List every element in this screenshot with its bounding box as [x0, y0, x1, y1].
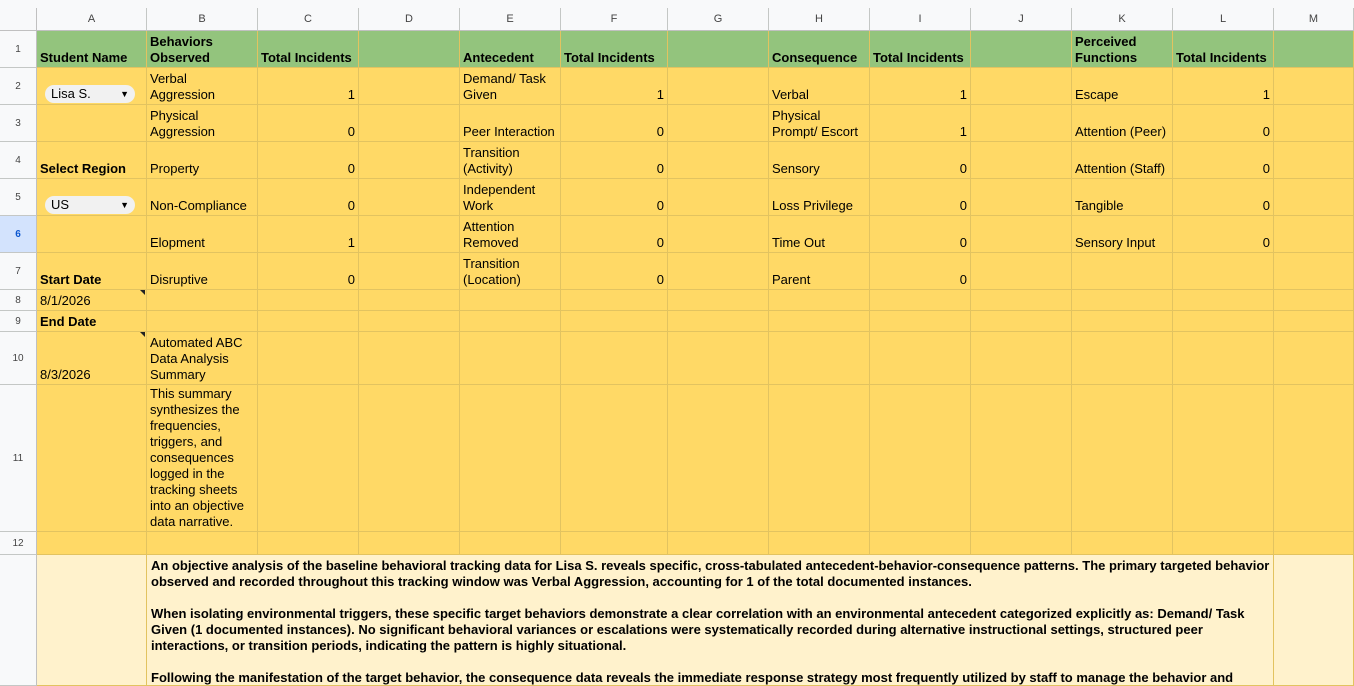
column-header-l[interactable]: L: [1173, 8, 1274, 31]
region-label[interactable]: Select Region: [37, 142, 147, 179]
consequences-label-5[interactable]: Time Out: [769, 216, 870, 253]
cell-i8[interactable]: [870, 290, 971, 311]
summary-intro[interactable]: This summary synthesizes the frequencies, triggers, and consequences logged in the tracking sheets into an objective data narrative.: [147, 385, 258, 532]
cell-e9[interactable]: [460, 311, 561, 332]
cell-j9[interactable]: [971, 311, 1072, 332]
cell-l7[interactable]: [1173, 253, 1274, 290]
cell-g11[interactable]: [668, 385, 769, 532]
column-header-b[interactable]: B: [147, 8, 258, 31]
functions-total-header[interactable]: Total Incidents: [1173, 31, 1274, 68]
cell-g10[interactable]: [668, 332, 769, 385]
cell-g9[interactable]: [668, 311, 769, 332]
cell-d5[interactable]: [359, 179, 460, 216]
functions-label-2[interactable]: Attention (Peer): [1072, 105, 1173, 142]
functions-count-1[interactable]: 1: [1173, 68, 1274, 105]
region-select-dropdown[interactable]: [45, 196, 135, 214]
row-header-6[interactable]: 6: [0, 216, 37, 253]
cell-h10[interactable]: [769, 332, 870, 385]
student-name-header[interactable]: Student Name: [37, 31, 147, 68]
cell-i11[interactable]: [870, 385, 971, 532]
cell-e8[interactable]: [460, 290, 561, 311]
cell-m4[interactable]: [1274, 142, 1354, 179]
cell-c8[interactable]: [258, 290, 359, 311]
cell-d3[interactable]: [359, 105, 460, 142]
cell-c9[interactable]: [258, 311, 359, 332]
cell-a11[interactable]: [37, 385, 147, 532]
row-header-12[interactable]: 12: [0, 532, 37, 555]
consequences-count-4[interactable]: 0: [870, 179, 971, 216]
cell-e12[interactable]: [460, 532, 561, 555]
consequences-count-2[interactable]: 1: [870, 105, 971, 142]
antecedents-count-5[interactable]: 0: [561, 216, 668, 253]
cell-l11[interactable]: [1173, 385, 1274, 532]
row-header-3[interactable]: 3: [0, 105, 37, 142]
cell-m1[interactable]: [1274, 31, 1354, 68]
cell-j6[interactable]: [971, 216, 1072, 253]
cell-h9[interactable]: [769, 311, 870, 332]
cell-m11[interactable]: [1274, 385, 1354, 532]
cell-g6[interactable]: [668, 216, 769, 253]
antecedents-label-1[interactable]: Demand/ Task Given: [460, 68, 561, 105]
cell-m10[interactable]: [1274, 332, 1354, 385]
behaviors-count-4[interactable]: 0: [258, 179, 359, 216]
row-header-1[interactable]: 1: [0, 31, 37, 68]
cell-m9[interactable]: [1274, 311, 1354, 332]
cell-g5[interactable]: [668, 179, 769, 216]
summary-narrative: [147, 555, 1275, 686]
cell-m3[interactable]: [1274, 105, 1354, 142]
cell-j10[interactable]: [971, 332, 1072, 385]
toolbar-edge: [0, 0, 1354, 8]
consequence-total-header[interactable]: Total Incidents: [870, 31, 971, 68]
antecedents-label-2[interactable]: Peer Interaction: [460, 105, 561, 142]
student-select-dropdown[interactable]: [45, 85, 135, 103]
row-header-9[interactable]: 9: [0, 311, 37, 332]
cell-f8[interactable]: [561, 290, 668, 311]
note-indicator-icon[interactable]: [140, 332, 145, 337]
antecedent-total-header[interactable]: Total Incidents: [561, 31, 668, 68]
cell-i12[interactable]: [870, 532, 971, 555]
cell-l9[interactable]: [1173, 311, 1274, 332]
cell-k10[interactable]: [1072, 332, 1173, 385]
cell-f10[interactable]: [561, 332, 668, 385]
cell-j4[interactable]: [971, 142, 1072, 179]
antecedents-count-6[interactable]: 0: [561, 253, 668, 290]
cell-d4[interactable]: [359, 142, 460, 179]
cell-g7[interactable]: [668, 253, 769, 290]
cell-d6[interactable]: [359, 216, 460, 253]
row-header-4[interactable]: 4: [0, 142, 37, 179]
cell-h12[interactable]: [769, 532, 870, 555]
cell-a13[interactable]: [37, 555, 147, 686]
behaviors-count-5[interactable]: 1: [258, 216, 359, 253]
cell-g4[interactable]: [668, 142, 769, 179]
chevron-down-icon: ▼: [120, 89, 129, 99]
cell-h8[interactable]: [769, 290, 870, 311]
cell-j3[interactable]: [971, 105, 1072, 142]
cell-i10[interactable]: [870, 332, 971, 385]
row-header-13[interactable]: [0, 555, 37, 686]
start-date-label[interactable]: Start Date: [37, 253, 147, 290]
region-select-value: US: [51, 197, 70, 212]
functions-count-4[interactable]: 0: [1173, 179, 1274, 216]
consequences-label-2[interactable]: Physical Prompt/ Escort: [769, 105, 870, 142]
consequences-count-6[interactable]: 0: [870, 253, 971, 290]
cell-j5[interactable]: [971, 179, 1072, 216]
column-header-i[interactable]: I: [870, 8, 971, 31]
cell-b12[interactable]: [147, 532, 258, 555]
row-header-11[interactable]: 11: [0, 385, 37, 532]
column-header-m[interactable]: M: [1274, 8, 1354, 31]
cell-d2[interactable]: [359, 68, 460, 105]
cell-l12[interactable]: [1173, 532, 1274, 555]
cell-m6[interactable]: [1274, 216, 1354, 253]
cell-l10[interactable]: [1173, 332, 1274, 385]
cell-c10[interactable]: [258, 332, 359, 385]
behaviors-label-1[interactable]: Verbal Aggression: [147, 68, 258, 105]
cell-k8[interactable]: [1072, 290, 1173, 311]
row-header-10[interactable]: 10: [0, 332, 37, 385]
column-header-f[interactable]: F: [561, 8, 668, 31]
antecedents-count-1[interactable]: 1: [561, 68, 668, 105]
student-select-value: Lisa S.: [51, 86, 91, 101]
cell-g3[interactable]: [668, 105, 769, 142]
behaviors-label-4[interactable]: Non-Compliance: [147, 179, 258, 216]
cell-k12[interactable]: [1072, 532, 1173, 555]
cell-f12[interactable]: [561, 532, 668, 555]
summary-title[interactable]: Automated ABC Data Analysis Summary: [147, 332, 258, 385]
column-header-e[interactable]: E: [460, 8, 561, 31]
antecedents-count-2[interactable]: 0: [561, 105, 668, 142]
functions-count-2[interactable]: 0: [1173, 105, 1274, 142]
cell-g12[interactable]: [668, 532, 769, 555]
cell-a3[interactable]: [37, 105, 147, 142]
cell-b9[interactable]: [147, 311, 258, 332]
behaviors-count-1[interactable]: 1: [258, 68, 359, 105]
cell-m7[interactable]: [1274, 253, 1354, 290]
cell-l8[interactable]: [1173, 290, 1274, 311]
summary-paragraph: Following the manifestation of the target behavior, the consequence data reveals the immediate response strategy most frequently utilized by staff to manage the behavior and: [151, 670, 1234, 685]
cell-c11[interactable]: [258, 385, 359, 532]
consequences-count-3[interactable]: 0: [870, 142, 971, 179]
behaviors-count-2[interactable]: 0: [258, 105, 359, 142]
column-header-d[interactable]: D: [359, 8, 460, 31]
cell-k11[interactable]: [1072, 385, 1173, 532]
cell-g8[interactable]: [668, 290, 769, 311]
cell-b8[interactable]: [147, 290, 258, 311]
antecedents-count-3[interactable]: 0: [561, 142, 668, 179]
cell-d1[interactable]: [359, 31, 460, 68]
behaviors-label-2[interactable]: Physical Aggression: [147, 105, 258, 142]
column-header-a[interactable]: A: [37, 8, 147, 31]
cell-m2[interactable]: [1274, 68, 1354, 105]
functions-label-1[interactable]: Escape: [1072, 68, 1173, 105]
cell-m13[interactable]: [1274, 555, 1354, 686]
antecedents-label-5[interactable]: Attention Removed: [460, 216, 561, 253]
functions-label-5[interactable]: Sensory Input: [1072, 216, 1173, 253]
cell-m12[interactable]: [1274, 532, 1354, 555]
cell-d7[interactable]: [359, 253, 460, 290]
functions-label-3[interactable]: Attention (Staff): [1072, 142, 1173, 179]
consequences-label-4[interactable]: Loss Privilege: [769, 179, 870, 216]
column-header-j[interactable]: J: [971, 8, 1072, 31]
cell-i9[interactable]: [870, 311, 971, 332]
antecedents-label-3[interactable]: Transition (Activity): [460, 142, 561, 179]
row-header-2[interactable]: 2: [0, 68, 37, 105]
summary-paragraph: An objective analysis of the baseline behavioral tracking data for Lisa S. reveals specific, cross-tabulated antecedent-behavior-consequence patterns. The primary targeted behavior observed and recorded throughout this tracking window was Verbal Aggression, accounting for 1 of the total documented instances.: [151, 558, 1270, 589]
column-header-k[interactable]: K: [1072, 8, 1173, 31]
chevron-down-icon: ▼: [120, 200, 129, 210]
consequence-header[interactable]: Consequence: [769, 31, 870, 68]
cell-e11[interactable]: [460, 385, 561, 532]
antecedents-label-6[interactable]: Transition (Location): [460, 253, 561, 290]
note-indicator-icon[interactable]: [140, 290, 145, 295]
cell-d10[interactable]: [359, 332, 460, 385]
cell-d11[interactable]: [359, 385, 460, 532]
cell-j1[interactable]: [971, 31, 1072, 68]
functions-header[interactable]: Perceived Functions: [1072, 31, 1173, 68]
antecedents-label-4[interactable]: Independent Work: [460, 179, 561, 216]
cell-j8[interactable]: [971, 290, 1072, 311]
cell-g2[interactable]: [668, 68, 769, 105]
functions-count-3[interactable]: 0: [1173, 142, 1274, 179]
functions-count-5[interactable]: 0: [1173, 216, 1274, 253]
row-header-5[interactable]: 5: [0, 179, 37, 216]
cell-g1[interactable]: [668, 31, 769, 68]
region-select-cell[interactable]: [37, 179, 147, 216]
cell-d9[interactable]: [359, 311, 460, 332]
end-date-label[interactable]: End Date: [37, 311, 147, 332]
antecedents-count-4[interactable]: 0: [561, 179, 668, 216]
cell-h11[interactable]: [769, 385, 870, 532]
cell-f11[interactable]: [561, 385, 668, 532]
consequences-count-5[interactable]: 0: [870, 216, 971, 253]
consequences-label-3[interactable]: Sensory: [769, 142, 870, 179]
column-header-c[interactable]: C: [258, 8, 359, 31]
behaviors-label-6[interactable]: Disruptive: [147, 253, 258, 290]
behaviors-count-3[interactable]: 0: [258, 142, 359, 179]
cell-k9[interactable]: [1072, 311, 1173, 332]
cell-a6[interactable]: [37, 216, 147, 253]
end-date-value[interactable]: 8/3/2026: [37, 332, 147, 385]
behaviors-label-5[interactable]: Elopment: [147, 216, 258, 253]
start-date-value[interactable]: 8/1/2026: [37, 290, 147, 311]
cell-j11[interactable]: [971, 385, 1072, 532]
consequences-label-1[interactable]: Verbal: [769, 68, 870, 105]
student-select-cell[interactable]: [37, 68, 147, 105]
cell-c12[interactable]: [258, 532, 359, 555]
behaviors-label-3[interactable]: Property: [147, 142, 258, 179]
cell-k7[interactable]: [1072, 253, 1173, 290]
cell-m8[interactable]: [1274, 290, 1354, 311]
cell-m5[interactable]: [1274, 179, 1354, 216]
consequences-count-1[interactable]: 1: [870, 68, 971, 105]
cell-f9[interactable]: [561, 311, 668, 332]
summary-paragraph: When isolating environmental triggers, these specific target behaviors demonstrate a clear correlation with an environmental antecedent categorized explicitly as: Demand/ Task Given (1 documented instances). No significant behavioral variances or escalations were systematically recorded during alternative instructional settings, structured peer interactions, or transition periods, indicating the pattern is highly situational.: [151, 606, 1245, 653]
cell-j12[interactable]: [971, 532, 1072, 555]
cell-j7[interactable]: [971, 253, 1072, 290]
cell-a12[interactable]: [37, 532, 147, 555]
column-header-g[interactable]: G: [668, 8, 769, 31]
functions-label-4[interactable]: Tangible: [1072, 179, 1173, 216]
select-all-corner[interactable]: [0, 8, 37, 31]
behaviors-total-header[interactable]: Total Incidents: [258, 31, 359, 68]
antecedent-header[interactable]: Antecedent: [460, 31, 561, 68]
cell-e10[interactable]: [460, 332, 561, 385]
row-header-7[interactable]: 7: [0, 253, 37, 290]
cell-j2[interactable]: [971, 68, 1072, 105]
row-header-8[interactable]: 8: [0, 290, 37, 311]
behaviors-header[interactable]: Behaviors Observed: [147, 31, 258, 68]
behaviors-count-6[interactable]: 0: [258, 253, 359, 290]
consequences-label-6[interactable]: Parent: [769, 253, 870, 290]
cell-d12[interactable]: [359, 532, 460, 555]
cell-d8[interactable]: [359, 290, 460, 311]
column-header-h[interactable]: H: [769, 8, 870, 31]
